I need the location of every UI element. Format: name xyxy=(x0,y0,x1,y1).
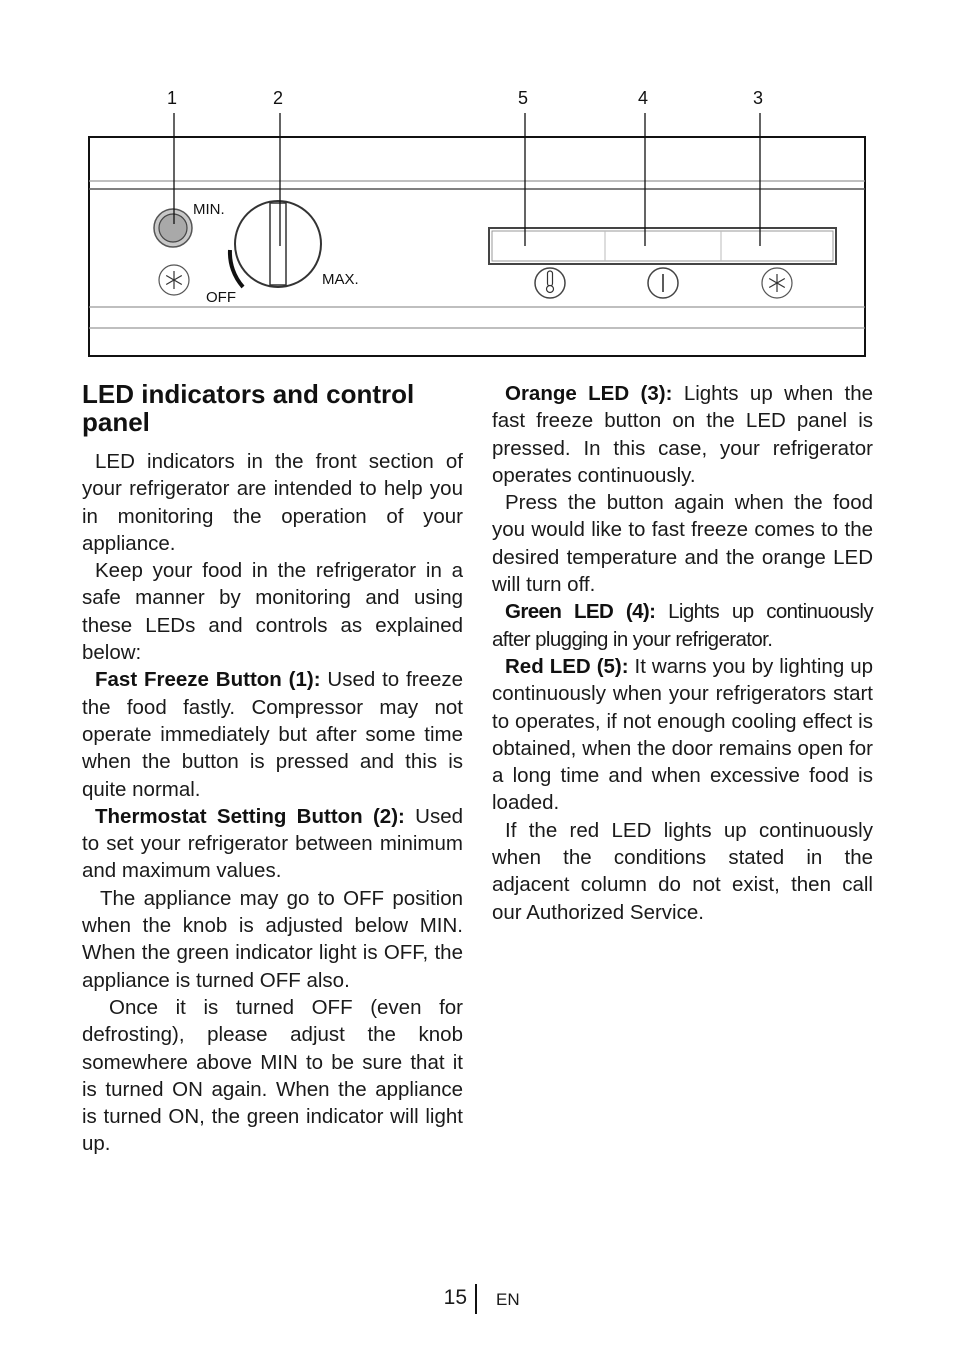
power-on-icon xyxy=(648,268,678,298)
dial-off-label: OFF xyxy=(206,289,236,306)
led-display xyxy=(489,228,836,264)
callout-4: 4 xyxy=(637,88,649,108)
right-column xyxy=(492,380,873,926)
page-number: 15 xyxy=(443,1286,467,1309)
footer-divider xyxy=(475,1284,477,1314)
dial-min-label: MIN. xyxy=(193,201,225,218)
thermostat-label: Thermostat Setting Button (2): xyxy=(95,804,405,828)
fast-freeze-label: Fast Freeze Button (1): xyxy=(95,668,321,692)
thermostat-paragraph xyxy=(82,803,463,885)
orange-note-paragraph: Press the button again when the food you would like to fast freeze comes to the desired temperature and the orange LED will turn off. xyxy=(492,491,873,597)
turn-on-paragraph: Once it is turned OFF (even for defrosting), please adjust the knob somewhere above MIN to be sure that it is turned ON again. When the appliance is turned ON, the green indicator will light up. xyxy=(82,995,463,1156)
red-led-paragraph xyxy=(492,653,873,817)
red-led-label: Red LED (5): xyxy=(505,654,629,678)
green-led-text: Lights up continuously after plugging in your refrigerator. xyxy=(492,600,873,651)
orange-led-label: Orange LED (3): xyxy=(505,382,673,405)
intro-paragraph: Keep your food in the refrigerator in a safe manner by monitoring and using these LEDs and controls as explained below: xyxy=(82,559,463,665)
fast-freeze-button xyxy=(154,209,192,247)
thermostat-text: Used to set your refrigerator between minimum and maximum values. xyxy=(82,804,463,883)
page-footer xyxy=(0,1284,954,1314)
section-heading: LED indicators and control panel xyxy=(82,379,415,437)
fast-freeze-paragraph xyxy=(82,666,463,802)
callout-3: 3 xyxy=(752,88,764,108)
green-led-label: Green LED (4): xyxy=(505,600,656,624)
dial-max-label: MAX. xyxy=(322,271,359,288)
red-note-paragraph: If the red LED lights up continuously when the conditions stated in the adjacent column do not exist, then call our Authorized Service. xyxy=(492,818,873,924)
orange-led-paragraph xyxy=(492,380,873,489)
snowflake-icon xyxy=(762,268,792,298)
language-code: EN xyxy=(496,1290,520,1309)
thermometer-icon xyxy=(535,268,565,298)
red-led-text: It warns you by lighting up continuously when your refrigerators start to operates, if not enough cooling effect is obtained, when the door remains open for a long time and when excessive food is loaded. xyxy=(492,654,874,815)
intro-paragraph: LED indicators in the front section of your refrigerator are intended to help you in monitoring the operation of your appliance. xyxy=(82,450,463,555)
callout-2: 2 xyxy=(272,88,284,108)
off-position-paragraph: The appliance may go to OFF position when the knob is adjusted below MIN. When the green indicator light is OFF, the appliance is turned OFF also. xyxy=(82,886,463,992)
fast-freeze-text: Used to freeze the food fastly. Compressor may not operate immediately but after some time when the button is pressed and this is quite normal. xyxy=(82,668,464,801)
orange-led-text: Lights up when the fast freeze button on the LED panel is pressed. In this case, your refrigerator operates continuously. xyxy=(492,382,874,487)
callout-5: 5 xyxy=(517,88,529,108)
snowflake-icon xyxy=(159,265,189,295)
control-panel-diagram xyxy=(0,0,954,370)
left-column xyxy=(82,380,463,1158)
callout-1: 1 xyxy=(166,88,178,108)
green-led-paragraph xyxy=(492,598,873,653)
